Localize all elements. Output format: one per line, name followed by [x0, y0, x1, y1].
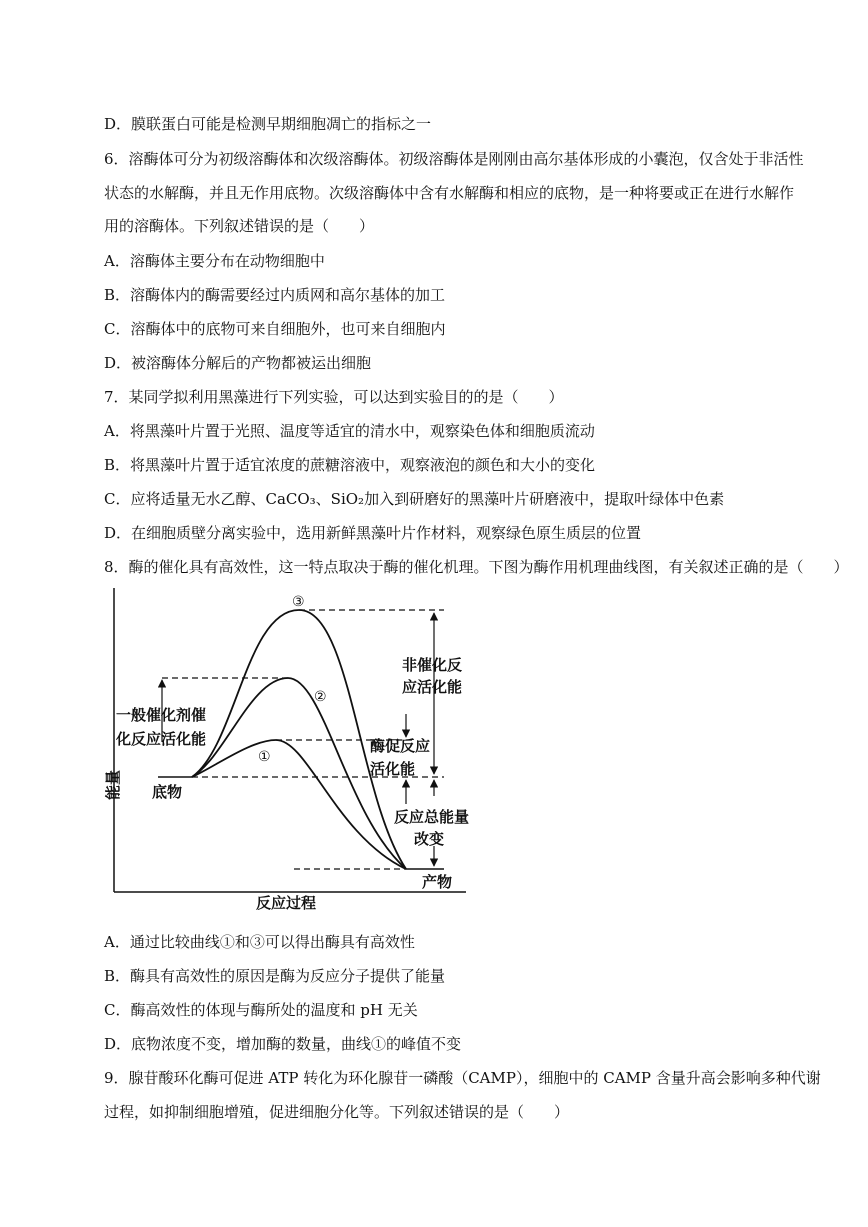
general-catalyst-label-line-1: 一般催化剂催	[116, 706, 207, 724]
q8-option-b: B．酶具有高效性的原因是酶为反应分子提供了能量	[104, 967, 446, 985]
total-energy-label-line-1: 反应总能量	[394, 808, 470, 826]
total-energy-label-line-2: 改变	[414, 830, 445, 848]
q5-option-d: D．膜联蛋白可能是检测早期细胞凋亡的指标之一	[104, 115, 432, 133]
q6-stem-line-2: 状态的水解酶，并且无作用底物。次级溶酶体中含有水解酶和相应的底物，是一种将要或正在进行水解作	[104, 184, 795, 202]
curve-1-label: ①	[258, 749, 271, 765]
q6-option-b: B．溶酶体内的酶需要经过内质网和高尔基体的加工	[104, 286, 446, 304]
curve-3-label: ③	[292, 594, 305, 610]
product-label: 产物	[422, 873, 453, 891]
q8-option-c: C．酶高效性的体现与酶所处的温度和 pH 无关	[104, 1001, 418, 1019]
general-catalyst-label-line-2: 化反应活化能	[116, 730, 207, 748]
noncatalyzed-label-line-2: 应活化能	[402, 678, 463, 696]
q7-stem: 7．某同学拟利用黑藻进行下列实验，可以达到实验目的的是（ ）	[104, 388, 564, 406]
q6-stem-line-3: 用的溶酶体。下列叙述错误的是（ ）	[104, 217, 375, 235]
noncatalyzed-label-line-1: 非催化反	[402, 656, 463, 674]
q9-stem-line-2: 过程，如抑制细胞增殖，促进细胞分化等。下列叙述错误的是（ ）	[104, 1103, 570, 1121]
q7-option-c: C．应将适量无水乙醇、CaCO₃、SiO₂加入到研磨好的黑藻叶片研磨液中，提取叶绿体中色素	[104, 490, 725, 508]
diagram-svg	[96, 586, 486, 916]
q9-stem-line-1: 9．腺苷酸环化酶可促进 ATP 转化为环化腺苷一磷酸（CAMP），细胞中的 CAMP 含量升高会影响多种代谢	[104, 1069, 821, 1087]
curve-2-label: ②	[314, 689, 327, 705]
x-axis-label: 反应过程	[256, 894, 317, 912]
q8-stem: 8．酶的催化具有高效性，这一特点取决于酶的催化机理。下图为酶作用机理曲线图，有关叙述正确的是（ ）	[104, 558, 849, 576]
q6-option-a: A．溶酶体主要分布在动物细胞中	[104, 252, 325, 270]
q7-option-a: A．将黑藻叶片置于光照、温度等适宜的清水中，观察染色体和细胞质流动	[104, 422, 595, 440]
q8-option-d: D．底物浓度不变，增加酶的数量，曲线①的峰值不变	[104, 1035, 462, 1053]
enzyme-label-line-1: 酶促反应	[370, 737, 431, 755]
substrate-label: 底物	[152, 783, 183, 801]
q6-option-d: D．被溶酶体分解后的产物都被运出细胞	[104, 354, 372, 372]
q8-option-a: A．通过比较曲线①和③可以得出酶具有高效性	[104, 933, 415, 951]
enzyme-activation-energy-diagram	[96, 586, 486, 916]
q6-stem-line-1: 6．溶酶体可分为初级溶酶体和次级溶酶体。初级溶酶体是刚刚由高尔基体形成的小囊泡，仅含处于非活性	[104, 150, 804, 168]
y-axis-label: 能量	[104, 769, 122, 800]
q7-option-b: B．将黑藻叶片置于适宜浓度的蔗糖溶液中，观察液泡的颜色和大小的变化	[104, 456, 596, 474]
enzyme-label-line-2: 活化能	[370, 760, 416, 778]
q6-option-c: C．溶酶体中的底物可来自细胞外，也可来自细胞内	[104, 320, 446, 338]
q7-option-d: D．在细胞质壁分离实验中，选用新鲜黑藻叶片作材料，观察绿色原生质层的位置	[104, 524, 642, 542]
